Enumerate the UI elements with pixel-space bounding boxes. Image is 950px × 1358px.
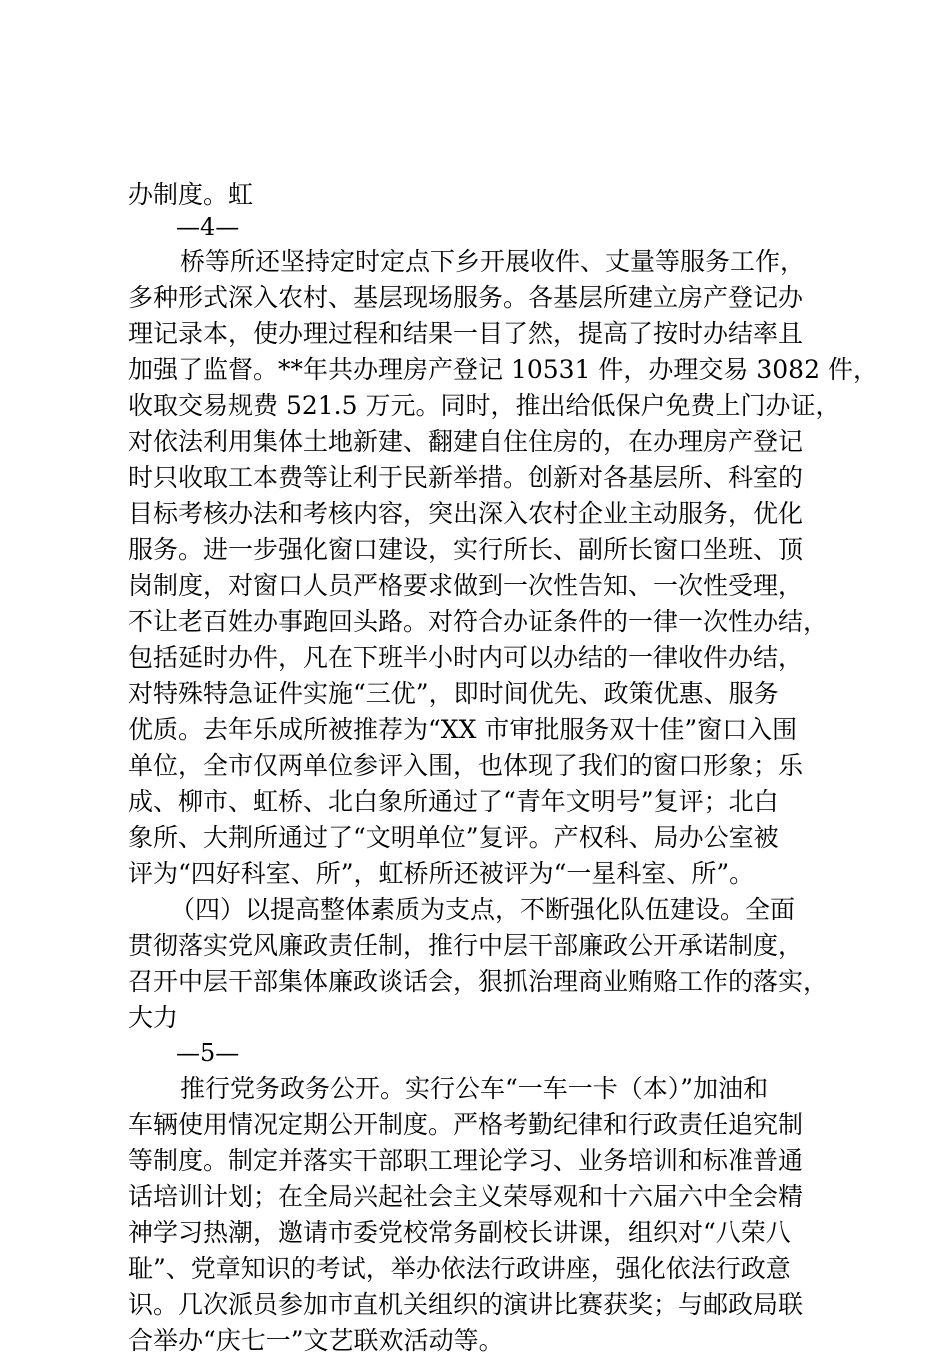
text-line: 收取交易规费 521.5 万元。同时，推出给低保户免费上门办证，	[128, 391, 841, 420]
text-line: 单位，全市仅两单位参评入围，也体现了我们的窗口形象；乐	[128, 751, 804, 780]
text-line: 召开中层干部集体廉政谈话会，狠抓治理商业贿赂工作的落实，	[128, 967, 829, 996]
section-heading-line: （四）以提高整体素质为支点，不断强化队伍建设。全面	[170, 895, 796, 924]
text-line: 贯彻落实党风廉政责任制，推行中层干部廉政公开承诺制度，	[128, 931, 804, 960]
text-line: 大力	[128, 1003, 179, 1032]
text-line: 服务。进一步强化窗口建设，实行所长、副所长窗口坐班、顶	[128, 535, 804, 564]
text-line: 推行党务政务公开。实行公车“一车一卡（本）”加油和	[180, 1074, 769, 1103]
text-line: 办制度。虹	[128, 180, 254, 209]
text-line: 桥等所还坚持定时定点下乡开展收件、丈量等服务工作，	[180, 247, 806, 276]
text-line: 岗制度，对窗口人员严格要求做到一次性告知、一次性受理，	[128, 571, 804, 600]
text-line: 象所、大荆所通过了“文明单位”复评。产权科、局办公室被	[128, 823, 779, 852]
text-line: 车辆使用情况定期公开制度。严格考勤纪律和行政责任追究制	[128, 1110, 804, 1139]
text-line: 优质。去年乐成所被推荐为“XX 市审批服务双十佳”窗口入围	[128, 715, 798, 744]
text-line: 成、柳市、虹桥、北白象所通过了“青年文明号”复评；北白	[128, 787, 779, 816]
text-line: 识。几次派员参加市直机关组织的演讲比赛获奖；与邮政局联	[128, 1290, 804, 1319]
text-line: 合举办“庆七一”文艺联欢活动等。	[128, 1326, 504, 1355]
text-line: 多种形式深入农村、基层现场服务。各基层所建立房产登记办	[128, 283, 804, 312]
text-line: 时只收取工本费等让利于民新举措。创新对各基层所、科室的	[128, 463, 804, 492]
text-line: 评为“四好科室、所”，虹桥所还被评为“一星科室、所”。	[128, 859, 755, 888]
text-line: 理记录本，使办理过程和结果一目了然，提高了按时办结率且	[128, 319, 804, 348]
text-line: 目标考核办法和考核内容，突出深入农村企业主动服务，优化	[128, 499, 804, 528]
text-line: 等制度。制定并落实干部职工理论学习、业务培训和标准普通	[128, 1146, 804, 1175]
text-line: 对依法利用集体土地新建、翻建自住住房的，在办理房产登记	[128, 427, 804, 456]
text-line: 不让老百姓办事跑回头路。对符合办证条件的一律一次性办结，	[128, 607, 829, 636]
text-line: 神学习热潮，邀请市委党校常务副校长讲课，组织对“八荣八	[128, 1218, 791, 1247]
text-line: 耻”、党章知识的考试，举办依法行政讲座，强化依法行政意	[128, 1254, 791, 1283]
text-line: 加强了监督。**年共办理房产登记 10531 件，办理交易 3082 件，	[128, 355, 878, 384]
text-line: 对特殊特急证件实施“三优”，即时间优先、政策优惠、服务	[128, 679, 779, 708]
page-marker: —5—	[176, 1039, 240, 1067]
page-marker: —4—	[176, 213, 240, 241]
text-line: 话培训计划；在全局兴起社会主义荣辱观和十六届六中全会精	[128, 1182, 804, 1211]
text-line: 包括延时办件，凡在下班半小时内可以办结的一律收件办结，	[128, 643, 804, 672]
